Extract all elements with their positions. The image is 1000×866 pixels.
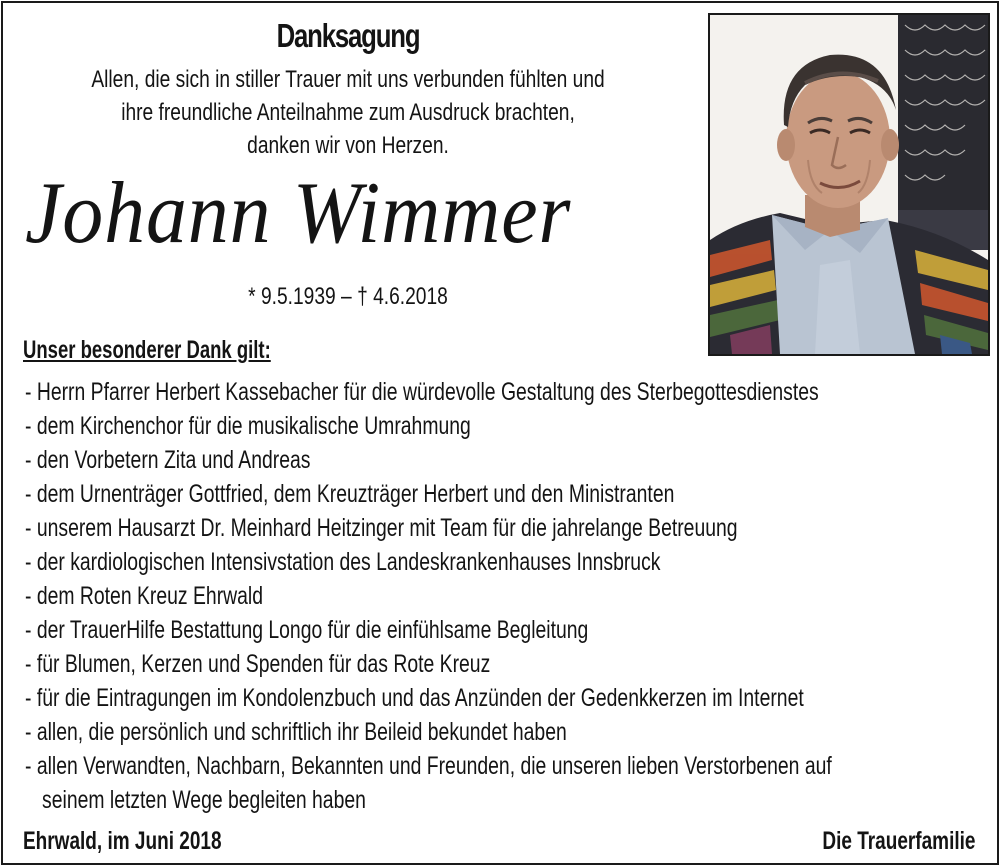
- list-item: - den Vorbetern Zita und Andreas: [25, 446, 311, 474]
- thanks-list: [25, 375, 978, 817]
- obituary-card: [1, 1, 999, 865]
- intro-line: Allen, die sich in stiller Trauer mit uns verbunden fühlten und: [91, 66, 605, 93]
- list-item: - dem Urnenträger Gottfried, dem Kreuzträger Herbert und den Ministranten: [25, 480, 675, 508]
- list-item: - für Blumen, Kerzen und Spenden für das Rote Kreuz: [25, 650, 491, 678]
- portrait-photo: [708, 13, 990, 356]
- intro-line: ihre freundliche Anteilnahme zum Ausdruck brachten,: [121, 99, 575, 126]
- list-item: - dem Roten Kreuz Ehrwald: [25, 582, 263, 610]
- signature: Die Trauerfamilie: [821, 827, 975, 855]
- list-item: - unserem Hausarzt Dr. Meinhard Heitzinger mit Team für die jahrelange Betreuung: [25, 514, 738, 542]
- deceased-name: Johann Wimmer: [25, 165, 572, 262]
- list-item: - dem Kirchenchor für die musikalische Umrahmung: [25, 412, 471, 440]
- life-dates: * 9.5.1939 – † 4.6.2018: [248, 283, 448, 310]
- list-item: - allen, die persönlich und schriftlich ihr Beileid bekundet haben: [25, 718, 567, 746]
- intro-text: [72, 63, 624, 162]
- card-title: Danksagung: [276, 17, 420, 54]
- list-item: - Herrn Pfarrer Herbert Kassebacher für die würdevolle Gestaltung des Sterbegottesdienstes: [25, 378, 819, 406]
- list-item: - der TrauerHilfe Bestattung Longo für die einfühlsame Begleitung: [25, 616, 589, 644]
- portrait-illustration: [710, 15, 988, 354]
- thanks-heading: Unser besonderer Dank gilt:: [23, 336, 271, 364]
- list-item: - für die Eintragungen im Kondolenzbuch und das Anzünden der Gedenkkerzen im Internet: [25, 684, 804, 712]
- intro-line: danken wir von Herzen.: [247, 132, 449, 159]
- place-date: Ehrwald, im Juni 2018: [23, 827, 222, 855]
- list-item-continuation: seinem letzten Wege begleiten haben: [42, 786, 366, 814]
- list-item: - der kardiologischen Intensivstation des Landeskrankenhauses Innsbruck: [25, 548, 661, 576]
- list-item: - allen Verwandten, Nachbarn, Bekannten und Freunden, die unseren lieben Verstorbenen auf: [25, 752, 832, 780]
